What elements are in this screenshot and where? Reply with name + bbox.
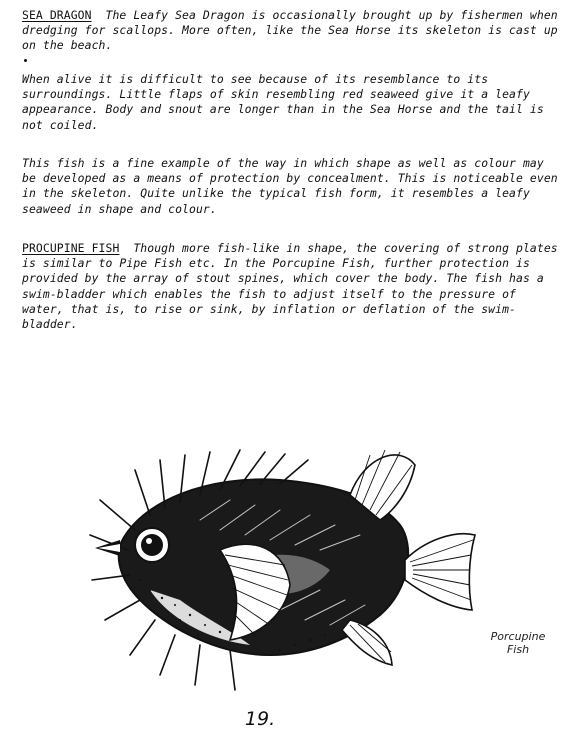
caption-line-2: Fish [506, 643, 530, 656]
porcupine-fish-heading: PROCUPINE FISH [22, 241, 120, 255]
sea-dragon-paragraph-3: This fish is a fine example of the way in which shape as well as colour may be developed as a means of protection by concealment. This is noticeable even in the skeleton. Quite unlike the typical fish form, it resembles a leafy seaweed in shape and colour. [22, 156, 558, 216]
sea-dragon-heading: SEA DRAGON [22, 8, 92, 22]
sea-dragon-text-1: The Leafy Sea Dragon is occasionally brought up by fishermen when dredging for scallops. More often, like the Sea Horse its skeleton is cast up on the beach. [22, 8, 558, 53]
sea-dragon-paragraph-2: When alive it is difficult to see because of its resemblance to its surroundings. Little flaps of skin resembling red seaweed give it a leafy appearance. Body and snout are longer than in the Sea Horse and the tail is not coiled. [22, 72, 544, 132]
porcupine-fish-illustration [80, 440, 480, 705]
stray-dot [24, 59, 27, 62]
page-number: 19. [244, 708, 276, 730]
porcupine-fish-text: Though more fish-like in shape, the covering of strong plates is similar to Pipe Fish etc. In the Porcupine Fish, further protection is provided by the array of stout spines, which cover the body. The fish has a swim-bladder which enables the fish to adjust itself to the pressure of water, that is, to rise or sink, by inflation or deflation of the swim-bladder. [22, 241, 558, 332]
sea-dragon-paragraph-1 [22, 8, 558, 54]
porcupine-fish-paragraph [22, 241, 558, 332]
caption-line-1: Porcupine [490, 630, 546, 643]
porcupine-fish-drawing [80, 440, 480, 705]
illustration-caption [478, 630, 558, 656]
